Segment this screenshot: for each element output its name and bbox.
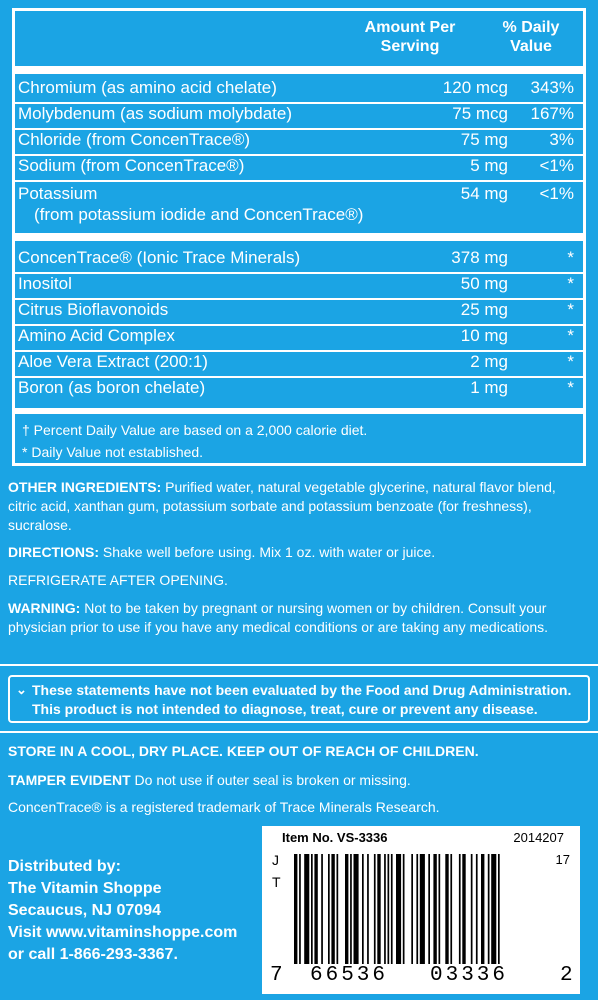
nutrient-name: Molybdenum (as sodium molybdate) <box>18 104 293 123</box>
other-ingredients-text: Purified water, natural vegetable glycerine, natural flavor blend, citric acid, xanthan gum, potassium sorbate and potassium benzoate (for freshness), sucralose. <box>8 479 556 533</box>
barcode-bar <box>304 854 309 964</box>
nutrient-amount: 2 mg <box>470 352 508 371</box>
nutrient-name: Boron (as boron chelate) <box>18 378 206 397</box>
lot-number: 2014207 <box>513 830 564 845</box>
nutrient-name: Amino Acid Complex <box>18 326 175 345</box>
barcode-group2: 03336 <box>430 964 509 987</box>
nutrient-dv: <1% <box>539 184 574 203</box>
storage-notice: STORE IN A COOL, DRY PLACE. KEEP OUT OF REACH OF CHILDREN. <box>8 743 479 759</box>
warning <box>8 599 588 637</box>
nutrient-dv: 343% <box>530 78 574 97</box>
barcode-bar <box>367 854 369 964</box>
barcode-bar <box>428 854 430 964</box>
distributor-line: Distributed by: <box>8 858 121 875</box>
nutrient-name: Citrus Bioflavonoids <box>18 300 169 319</box>
barcode-bars <box>290 854 552 976</box>
barcode-digit-first: 7 <box>270 964 283 987</box>
nutrient-amount: 25 mg <box>460 300 508 319</box>
barcode-bar <box>433 854 436 964</box>
item-number: Item No. VS-3336 <box>282 830 388 845</box>
barcode-digit-last: 2 <box>560 964 573 987</box>
nutrient-amount: 50 mg <box>460 274 508 293</box>
nutrient-name: ConcenTrace® (Ionic Trace Minerals) <box>18 248 301 267</box>
refrigerate-notice: REFRIGERATE AFTER OPENING. <box>8 572 228 588</box>
barcode-bar <box>445 854 448 964</box>
barcode-bar <box>350 854 352 964</box>
nutrient-dv: * <box>567 352 574 371</box>
nutrient-dv: * <box>567 274 574 293</box>
nutrient-dv: * <box>567 378 574 397</box>
barcode-bar <box>498 854 500 964</box>
distributor-info <box>8 856 237 966</box>
barcode-bar <box>362 854 364 964</box>
distributor-line: Visit www.vitaminshoppe.com <box>8 924 238 941</box>
barcode-bar <box>321 854 323 964</box>
barcode-bar <box>488 854 490 964</box>
warning-label: WARNING: <box>8 600 81 616</box>
barcode-bar <box>420 854 425 964</box>
barcode-bar <box>337 854 339 964</box>
nutrient-amount: 5 mg <box>470 156 508 175</box>
barcode-bar <box>388 854 390 964</box>
barcode-bar <box>481 854 484 964</box>
footnote-daily-value: † Percent Daily Value are based on a 2,000 calorie diet. <box>22 422 368 438</box>
fda-disclaimer-box <box>8 675 590 723</box>
barcode-bar <box>354 854 359 964</box>
barcode-bar <box>416 854 418 964</box>
nutrient-amount: 378 mg <box>451 248 508 267</box>
barcode-bar <box>471 854 473 964</box>
nutrient-name: Sodium (from ConcenTrace®) <box>18 156 245 175</box>
barcode-bar <box>314 854 317 964</box>
barcode-bar <box>462 854 465 964</box>
nutrient-amount: 75 mcg <box>452 104 508 123</box>
nutrient-dv: * <box>567 326 574 345</box>
other-ingredients <box>8 478 588 535</box>
tamper-label: TAMPER EVIDENT <box>8 772 131 788</box>
nutrient-name: Potassium <box>18 184 98 203</box>
barcode-bar <box>345 854 348 964</box>
nutrient-amount: 120 mcg <box>442 78 508 97</box>
footnote-rule <box>12 408 586 414</box>
nutrient-dv: 167% <box>530 104 574 123</box>
barcode-t: T <box>272 874 281 890</box>
header-daily-value: % Daily Value <box>502 19 560 55</box>
distributor-line: Secaucus, NJ 07094 <box>8 902 161 919</box>
nutrient-name-detail: (from potassium iodide and ConcenTrace®) <box>34 205 364 224</box>
barcode-bar <box>328 854 330 964</box>
nutrient-dv: * <box>567 248 574 267</box>
nutrient-dv: 3% <box>549 130 574 149</box>
divider-line <box>0 664 598 666</box>
row-divider <box>15 180 583 182</box>
nutrient-amount: 75 mg <box>460 130 508 149</box>
barcode-bar <box>403 854 405 964</box>
barcode-bar <box>331 854 334 964</box>
header-rule <box>12 66 586 74</box>
tamper-notice <box>8 771 588 790</box>
barcode-group1: 66536 <box>310 964 389 987</box>
distributor-line: The Vitamin Shoppe <box>8 880 162 897</box>
barcode-j: J <box>272 852 279 868</box>
nutrient-amount: 1 mg <box>470 378 508 397</box>
nutrient-amount: 54 mg <box>460 184 508 203</box>
section-rule <box>12 233 586 241</box>
barcode-bar <box>377 854 380 964</box>
nutrient-name: Chloride (from ConcenTrace®) <box>18 130 251 149</box>
barcode-bar <box>374 854 376 964</box>
directions <box>8 543 588 562</box>
fda-disclaimer: These statements have not been evaluated by the Food and Drug Administration. This product is not intended to diagnose, treat, cure or prevent any disease. <box>32 682 572 717</box>
barcode-bar <box>411 854 413 964</box>
header-amount: Amount Per Serving <box>364 19 456 55</box>
barcode-bar <box>294 854 297 964</box>
warning-text: Not to be taken by pregnant or nursing women or by children. Consult your physician prior to use if you have any medical conditions or are taking any medications. <box>8 600 549 635</box>
barcode-bar <box>396 854 401 964</box>
barcode-bar <box>450 854 452 964</box>
directions-text: Shake well before using. Mix 1 oz. with water or juice. <box>99 544 436 560</box>
divider-line <box>0 731 598 733</box>
nutrient-name: Aloe Vera Extract (200:1) <box>18 352 208 371</box>
nutrient-name: Chromium (as amino acid chelate) <box>18 78 277 97</box>
barcode-bar <box>459 854 461 964</box>
barcode-bar <box>311 854 313 964</box>
trademark-notice: ConcenTrace® is a registered trademark of Trace Minerals Research. <box>8 799 440 815</box>
nutrient-dv: * <box>567 300 574 319</box>
nutrient-row <box>18 184 574 228</box>
footnote-not-established: * Daily Value not established. <box>22 444 204 460</box>
nutrient-dv: <1% <box>539 156 574 175</box>
other-ingredients-label: OTHER INGREDIENTS: <box>8 479 162 495</box>
barcode-bar <box>476 854 478 964</box>
barcode-code: 17 <box>555 852 570 867</box>
barcode-bar <box>439 854 441 964</box>
tamper-text: Do not use if outer seal is broken or missing. <box>130 772 411 788</box>
barcode-bar <box>384 854 386 964</box>
directions-label: DIRECTIONS: <box>8 544 99 560</box>
nutrient-name: Inositol <box>18 274 72 293</box>
barcode-bar <box>391 854 393 964</box>
nutrient-amount: 10 mg <box>460 326 508 345</box>
barcode-bar <box>299 854 301 964</box>
chevron-down-icon: ⌄ <box>16 682 27 697</box>
barcode-label <box>262 826 580 994</box>
distributor-line: or call 1-866-293-3367. <box>8 946 178 963</box>
barcode-bar <box>491 854 496 964</box>
